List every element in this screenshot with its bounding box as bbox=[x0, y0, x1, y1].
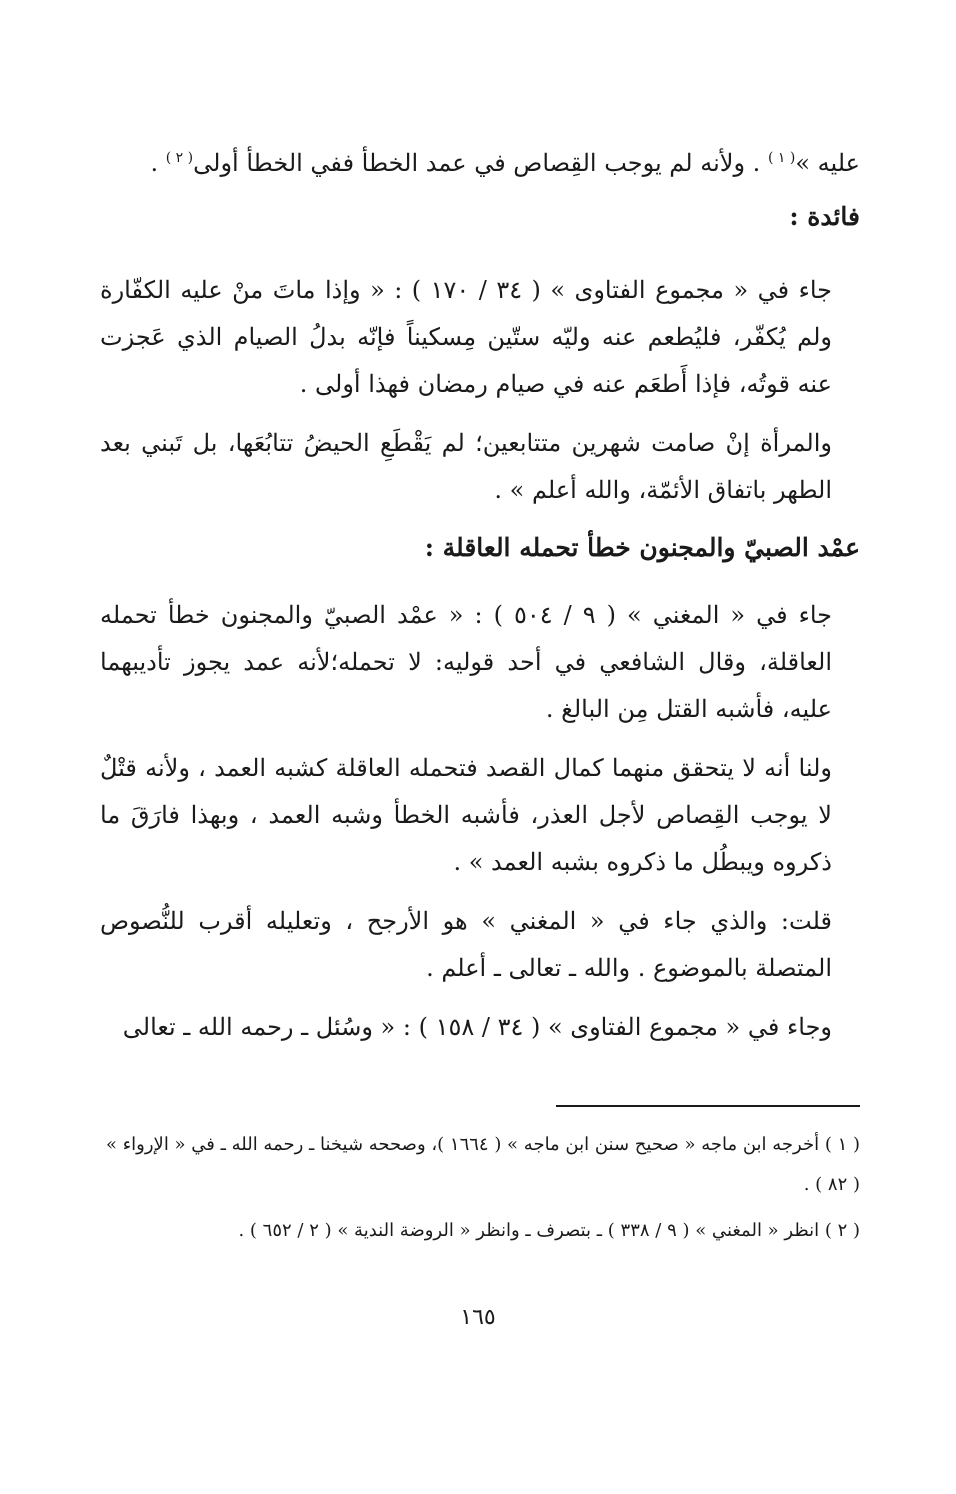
paragraph-text-middle: . ولأنه لم يوجب القِصاص في عمد الخطأ ففي الخطأ أولى bbox=[193, 149, 768, 177]
footnote-2: ( ٢ ) انظر « المغني » ( ٩ / ٣٣٨ ) ـ بتصرف ـ وانظر « الروضة الندية » ( ٢ / ٦٥٢ ) . bbox=[238, 1220, 860, 1241]
footnote-ref-1: ( ١ ) bbox=[767, 150, 796, 166]
section-heading-child-insane: عمْد الصبيّ والمجنون خطأ تحمله العاقلة : bbox=[424, 533, 860, 562]
section-heading-benefit: فائدة : bbox=[789, 202, 860, 231]
paragraph-woman-fasting: والمرأة إنْ صامت شهرين متتابعين؛ لم يَقْطَعِ الحيضُ تتابُعَها، بل تَبني بعد الطهر باتفاق الأئمّة، والله أعلم » . bbox=[100, 429, 833, 504]
paragraph-mughni-quote: جاء في « المغني » ( ٩ / ٥٠٤ ) : « عمْد الصبيّ والمجنون خطأ تحمله العاقلة، وقال الشافعي في أحد قوليه: لا تحمله؛لأنه عمد يجوز تأديبهما عليه، فأشبه القتل مِن البالغ . bbox=[100, 601, 833, 723]
page-number: ١٦٥ bbox=[460, 1305, 496, 1330]
continuation-paragraph bbox=[100, 140, 860, 187]
paragraph-fatawa-quote: جاء في « مجموع الفتاوى » ( ٣٤ / ١٧٠ ) : « وإذا ماتَ منْ عليه الكفّارة ولم يُكفّر، فليُطعم عنه وليّه ستّين مِسكيناً فإنّه بدلُ الصيام الذي عَجزت عنه قوتُه، فإذا أَطعَم عنه في صيام رمضان فهذا أولى . bbox=[100, 276, 833, 398]
footnote-1: ( ١ ) أخرجه ابن ماجه « صحيح سنن ابن ماجه » ( ١٦٦٤ )، وصححه شيخنا ـ رحمه الله ـ في « الإرواء » ( ٨٢ ) . bbox=[105, 1134, 860, 1195]
paragraph-reasoning: ولنا أنه لا يتحقق منهما كمال القصد فتحمله العاقلة كشبه العمد ، ولأنه قتْلٌ لا يوجب القِصاص لأجل العذر، فأشبه الخطأ وشبه العمد ، وبهذا فارَقَ ما ذكروه ويبطُل ما ذكروه بشبه العمد » . bbox=[100, 754, 832, 876]
paragraph-text-start: عليه » bbox=[795, 149, 860, 177]
paragraph-text-end: . bbox=[150, 149, 166, 177]
paragraph-fatawa-question: وجاء في « مجموع الفتاوى » ( ٣٤ / ١٥٨ ) : « وسُئل ـ رحمه الله ـ تعالى bbox=[122, 1013, 832, 1041]
footnotes bbox=[100, 1125, 860, 1257]
footnote-ref-2: ( ٢ ) bbox=[165, 150, 194, 166]
paragraph-author-opinion: قلت: والذي جاء في « المغني » هو الأرجح ، وتعليله أقرب للنُّصوص المتصلة بالموضوع . والله ـ تعالى ـ أعلم . bbox=[100, 907, 832, 982]
page-body bbox=[100, 140, 860, 1063]
footnote-divider bbox=[556, 1105, 860, 1107]
